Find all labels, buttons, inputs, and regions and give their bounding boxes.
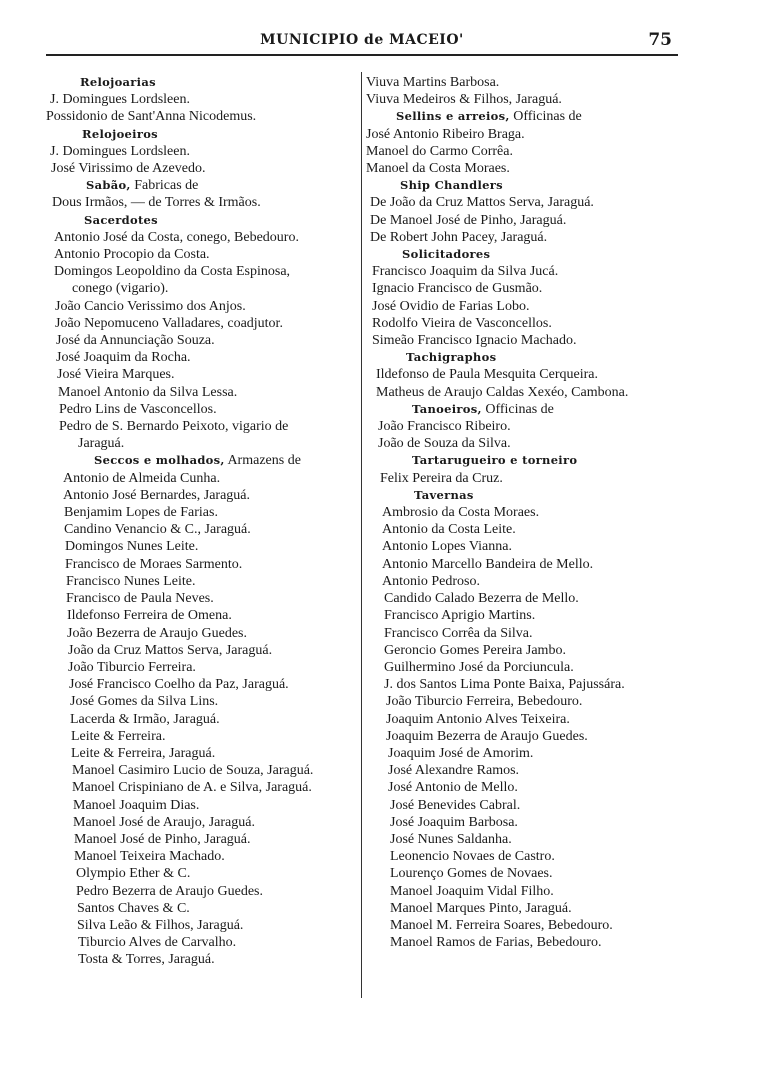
- section-heading: [366, 401, 684, 418]
- heading-suffix: Officinas de: [509, 109, 582, 125]
- directory-entry: Ildefonso Ferreira de Omena.: [67, 608, 232, 624]
- directory-entry: Candido Calado Bezerra de Mello.: [384, 591, 579, 607]
- directory-entry: Tosta & Torres, Jaraguá.: [78, 952, 215, 968]
- directory-entry: Manoel José de Araujo, Jaraguá.: [73, 814, 255, 830]
- directory-entry: Manoel Marques Pinto, Jaraguá.: [390, 900, 572, 916]
- directory-entry: Manoel Crispiniano de A. e Silva, Jaraguá.: [72, 780, 312, 796]
- directory-entry: Manoel Antonio da Silva Lessa.: [58, 384, 238, 400]
- directory-entry: Francisco Aprigio Martins.: [384, 608, 536, 624]
- directory-entry: João da Cruz Mattos Serva, Jaraguá.: [68, 642, 273, 658]
- directory-entry: Francisco de Moraes Sarmento.: [65, 556, 243, 572]
- section-heading: [366, 177, 684, 194]
- directory-entry: Manoel Joaquim Dias.: [73, 797, 200, 813]
- heading-suffix: Officinas de: [481, 401, 554, 417]
- directory-entry: José Alexandre Ramos.: [388, 763, 520, 779]
- directory-entry: João Tiburcio Ferreira.: [68, 659, 196, 675]
- directory-entry: João Nepomuceno Valladares, coadjutor.: [55, 315, 283, 331]
- directory-entry: Jaraguá.: [78, 436, 125, 452]
- directory-entry: Francisco Corrêa da Silva.: [384, 625, 533, 641]
- directory-entry: Domingos Nunes Leite.: [65, 539, 199, 555]
- directory-entry: João Bezerra de Araujo Guedes.: [67, 625, 247, 641]
- directory-entry: J. dos Santos Lima Ponte Baixa, Pajussára.: [384, 677, 625, 693]
- page-header: [46, 30, 678, 54]
- heading-text: Relojoarias: [80, 75, 156, 89]
- directory-entry: Leite & Ferreira.: [71, 728, 166, 744]
- directory-entry: Viuva Martins Barbosa.: [366, 75, 500, 90]
- right-column: [366, 74, 684, 951]
- directory-entry: De Robert John Pacey, Jaraguá.: [370, 229, 548, 245]
- directory-entry: João Tiburcio Ferreira, Bebedouro.: [386, 694, 583, 710]
- directory-entry: José Ovidio de Farias Lobo.: [372, 298, 530, 314]
- directory-entry: Benjamim Lopes de Farias.: [64, 505, 218, 521]
- heading-text: Tartarugueiro e torneiro: [412, 453, 578, 468]
- directory-entry: Manoel Joaquim Vidal Filho.: [390, 883, 554, 899]
- directory-entry: Santos Chaves & C.: [77, 900, 190, 916]
- running-title: MUNICIPIO de MACEIO': [260, 32, 464, 48]
- directory-entry: J. Domingues Lordsleen.: [50, 92, 190, 108]
- directory-entry: Viuva Medeiros & Filhos, Jaraguá.: [366, 92, 562, 108]
- header-rule: [46, 54, 678, 56]
- directory-entry: Joaquim José de Amorim.: [388, 745, 534, 761]
- directory-entry: Olympio Ether & C.: [76, 866, 191, 882]
- directory-entry: João Francisco Ribeiro.: [378, 419, 511, 435]
- directory-entry: José Vieira Marques.: [57, 367, 175, 383]
- section-heading: [366, 108, 684, 125]
- directory-entry: J. Domingues Lordsleen.: [50, 143, 190, 159]
- section-heading: [46, 177, 362, 194]
- directory-entry: Leite & Ferreira, Jaraguá.: [71, 745, 216, 761]
- directory-entry: Manoel M. Ferreira Soares, Bebedouro.: [390, 917, 613, 933]
- directory-entry: Antonio Pedroso.: [382, 573, 480, 589]
- directory-entry: Francisco Joaquim da Silva Jucá.: [372, 264, 559, 280]
- directory-entry: Matheus de Araujo Caldas Xexéo, Cambona.: [376, 384, 629, 400]
- directory-entry: Leonencio Novaes de Castro.: [390, 849, 555, 865]
- directory-entry: Lourenço Gomes de Novaes.: [390, 866, 553, 882]
- heading-text: Tanoeiros,: [412, 401, 482, 416]
- section-heading: [46, 74, 362, 91]
- directory-entry: Manoel do Carmo Corrêa.: [366, 143, 513, 159]
- directory-entry: Manoel José de Pinho, Jaraguá.: [74, 831, 251, 847]
- section-heading: [366, 246, 684, 263]
- directory-entry: José Virissimo de Azevedo.: [51, 161, 206, 177]
- directory-entry: Pedro Bezerra de Araujo Guedes.: [76, 883, 263, 899]
- directory-entry: Joaquim Antonio Alves Teixeira.: [386, 711, 570, 727]
- directory-entry: Antonio Procopio da Costa.: [54, 247, 210, 263]
- directory-entry: João de Souza da Silva.: [378, 436, 511, 452]
- directory-entry: Candino Venancio & C., Jaraguá.: [64, 522, 251, 538]
- directory-entry: Dous Irmãos, — de Torres & Irmãos.: [52, 195, 261, 211]
- heading-suffix: Fabricas de: [130, 178, 199, 194]
- directory-entry: Joaquim Bezerra de Araujo Guedes.: [386, 728, 588, 744]
- directory-entry: De João da Cruz Mattos Serva, Jaraguá.: [370, 195, 594, 211]
- page-number: 75: [648, 30, 672, 50]
- heading-text: Sacerdotes: [84, 212, 158, 227]
- directory-entry: Pedro de S. Bernardo Peixoto, vigario de: [59, 419, 289, 435]
- heading-text: Seccos e molhados,: [94, 453, 225, 468]
- directory-entry: Manoel Ramos de Farias, Bebedouro.: [390, 935, 602, 951]
- left-column: [46, 74, 362, 969]
- directory-entry: José Nunes Saldanha.: [390, 831, 512, 847]
- directory-entry: Simeão Francisco Ignacio Machado.: [372, 333, 577, 349]
- directory-entry: Felix Pereira da Cruz.: [380, 470, 503, 486]
- section-heading: [46, 452, 362, 469]
- heading-text: Sellins e arreios,: [396, 109, 510, 124]
- directory-entry: Ildefonso de Paula Mesquita Cerqueira.: [376, 367, 598, 383]
- section-heading: [366, 452, 684, 469]
- directory-entry: José Joaquim da Rocha.: [56, 350, 191, 366]
- directory-entry: De Manoel José de Pinho, Jaraguá.: [370, 212, 567, 228]
- directory-entry: João Cancio Verissimo dos Anjos.: [55, 298, 246, 314]
- directory-entry: José Joaquim Barbosa.: [390, 814, 518, 830]
- directory-entry: Manoel Casimiro Lucio de Souza, Jaraguá.: [72, 763, 314, 779]
- heading-text: Solicitadores: [402, 247, 491, 262]
- directory-entry: José da Annunciação Souza.: [56, 333, 215, 349]
- section-heading: [366, 487, 684, 504]
- directory-entry: Guilhermino José da Porciuncula.: [384, 659, 574, 675]
- directory-entry: Tiburcio Alves de Carvalho.: [78, 935, 237, 951]
- directory-entry: Antonio José Bernardes, Jaraguá.: [63, 487, 251, 503]
- directory-entry: Domingos Leopoldino da Costa Espinosa,: [54, 264, 291, 280]
- directory-entry: José Antonio de Mello.: [388, 780, 518, 796]
- directory-entry: Francisco Nunes Leite.: [66, 573, 196, 589]
- heading-text: Relojoeiros: [82, 126, 158, 141]
- heading-text: Tavernas: [414, 487, 474, 502]
- section-heading: [46, 212, 362, 229]
- directory-entry: José Francisco Coelho da Paz, Jaraguá.: [69, 677, 289, 693]
- directory-entry: Antonio da Costa Leite.: [382, 522, 516, 538]
- directory-entry: Possidonio de Sant'Anna Nicodemus.: [46, 109, 257, 125]
- directory-entry: Ignacio Francisco de Gusmão.: [372, 281, 543, 297]
- directory-entry: Rodolfo Vieira de Vasconcellos.: [372, 315, 552, 331]
- directory-entry: José Gomes da Silva Lins.: [70, 694, 219, 710]
- section-heading: [366, 349, 684, 366]
- heading-suffix: Armazens de: [224, 453, 301, 469]
- directory-entry: José Antonio Ribeiro Braga.: [366, 126, 525, 142]
- heading-text: Ship Chandlers: [400, 178, 503, 193]
- directory-entry: José Benevides Cabral.: [390, 797, 521, 813]
- section-heading: [46, 126, 362, 143]
- directory-entry: Manoel da Costa Moraes.: [366, 161, 510, 177]
- directory-entry: Antonio Marcello Bandeira de Mello.: [382, 556, 594, 572]
- directory-entry: Pedro Lins de Vasconcellos.: [59, 401, 217, 417]
- directory-entry: Antonio de Almeida Cunha.: [63, 470, 221, 486]
- directory-entry: Silva Leão & Filhos, Jaraguá.: [77, 917, 244, 933]
- directory-entry: Ambrosio da Costa Moraes.: [382, 505, 540, 521]
- heading-text: Sabão,: [86, 178, 131, 193]
- directory-entry: Antonio Lopes Vianna.: [382, 539, 512, 555]
- heading-text: Tachigraphos: [406, 350, 497, 365]
- directory-entry: conego (vigario).: [72, 281, 169, 297]
- directory-entry: Manoel Teixeira Machado.: [74, 849, 225, 865]
- directory-entry: Antonio José da Costa, conego, Bebedouro.: [54, 229, 299, 245]
- directory-entry: Lacerda & Irmão, Jaraguá.: [70, 711, 220, 727]
- directory-entry: Francisco de Paula Neves.: [66, 591, 214, 607]
- directory-entry: Geroncio Gomes Pereira Jambo.: [384, 642, 566, 658]
